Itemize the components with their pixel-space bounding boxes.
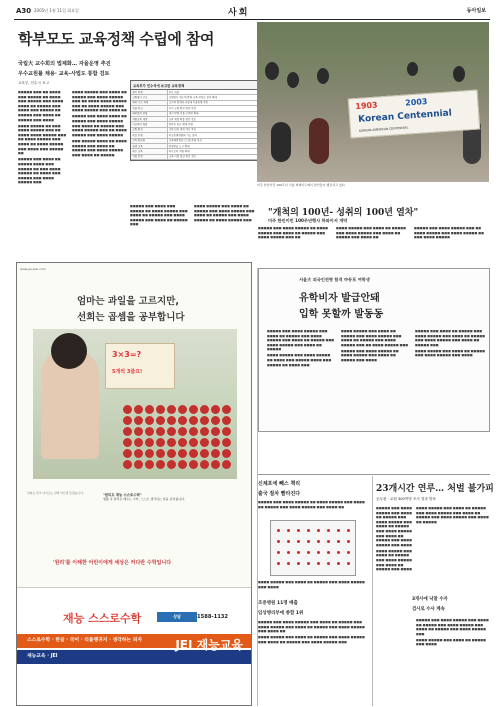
bottom-headline-d1: 3개사에 낙찰 수자 bbox=[412, 597, 448, 602]
column-divider-2 bbox=[372, 476, 373, 706]
ad-photo bbox=[33, 329, 237, 479]
table-cell-value: 교원 임용 체제 개선 추진 bbox=[167, 127, 257, 132]
bottom-headline-c1: 조중병원 11명 배출 bbox=[258, 601, 298, 606]
apple-icon bbox=[222, 427, 231, 436]
banner-title: Korean Centennial bbox=[357, 108, 453, 125]
banner-subtitle: KOREAN-AMERICAN CENTENNIAL bbox=[358, 125, 409, 133]
table-cell-value: 교육 재정 확충 방안 검토 bbox=[167, 116, 257, 121]
apple-icon bbox=[189, 405, 198, 414]
bottom-subheadline-b: 공무원 · 교원 300여명 조사 결과 발표 bbox=[376, 497, 436, 501]
feature-body-col-3: ■■■■■ ■■■ ■■■■ ■■■■■ ■■■ ■■ ■■■■ ■■■■■ ■■■ ■■■■ ■■■■■ ■■ ■■■ ■■■■ ■■■■■ bbox=[414, 226, 484, 240]
graphic-dot bbox=[327, 551, 330, 554]
graphic-dot bbox=[327, 562, 330, 565]
apple-icon bbox=[134, 438, 143, 447]
apple-icon bbox=[123, 460, 132, 469]
lead-body-col-4: ■■■■ ■■■■■ ■■■ ■■■■ ■■ ■■■■■ ■■■ ■■■■ ■■■■■ ■■■ ■■■■ ■■ ■■■■■ ■■■ ■■■■ ■■■■■ ■■ ■■■■ ■■■■■ ■■■ bbox=[194, 204, 255, 222]
table-cell-value: 학교운영위원회 기능 강화 bbox=[167, 133, 257, 138]
table-cell-value: 방과후 학교 확대 운영 bbox=[167, 122, 257, 127]
apple-icon bbox=[211, 416, 220, 425]
apple-icon bbox=[156, 405, 165, 414]
bottom-headline-c2: 임상병리부에 종합 1위 bbox=[258, 611, 304, 616]
apple-icon bbox=[189, 438, 198, 447]
apple-icon bbox=[178, 416, 187, 425]
apple-icon bbox=[222, 449, 231, 458]
graphic-dot bbox=[327, 529, 330, 532]
table-cell-key: 교원평가 구조 bbox=[131, 95, 167, 100]
apple-icon bbox=[222, 405, 231, 414]
lead-byline: 교육부, 단수국 보고 bbox=[18, 81, 50, 85]
jei-advertisement[interactable] bbox=[16, 262, 252, 706]
graphic-dot bbox=[307, 562, 310, 565]
table-cell-value: 특수교육 지원 확대 bbox=[167, 149, 257, 154]
apple-icon bbox=[167, 460, 176, 469]
graphic-dot bbox=[307, 529, 310, 532]
table-title: 교육부가 민수석에 보고한 교육정책 bbox=[131, 81, 257, 90]
apple-icon bbox=[134, 416, 143, 425]
math-note: 5개씩 3줄요! bbox=[112, 369, 143, 375]
parade-photo bbox=[257, 22, 489, 182]
graphic-dot bbox=[277, 551, 280, 554]
graphic-dot bbox=[347, 562, 350, 565]
table-cell-key: 평생 교육 bbox=[131, 143, 167, 148]
apple-icon bbox=[200, 438, 209, 447]
graphic-dot bbox=[277, 529, 280, 532]
apple-icon bbox=[134, 449, 143, 458]
table-body bbox=[131, 90, 257, 160]
apple-icon bbox=[189, 427, 198, 436]
section-title: 사회 bbox=[228, 8, 250, 18]
box-body-col-3: ■■■■■ ■■■ ■■■■ ■■ ■■■■■ ■■■ ■■■■ ■■■■■ ■■■ ■■■■ ■■ ■■■■■ ■■■ ■■■■ ■■■■■ ■■■ ■■■■ ■■ ■■■■■ ■■■ ■■■■ ■■■■■ ■■■ ■■■■ ■■ ■■■■■ ■■■ ■■■■ ■■■■■ ■■■ ■■■■ bbox=[415, 329, 485, 358]
box-body-col-1: ■■■■■ ■■■ ■■■■ ■■■■■ ■■■ ■■■■ ■■ ■■■■■ ■■■ ■■■■ ■■■■■ ■■■ ■■■■ ■■ ■■■■■ ■■■ ■■■■ ■■■■■ ■■■ ■■■■ ■■ ■■■■■ ■■■■ ■■■■■ ■■■ ■■■■ ■■■■■ ■■ ■■■■ ■■■ ■■■■■ ■■■■ ■■■ ■■■■■ ■■ ■■■■ ■■■ bbox=[267, 329, 335, 367]
ad-headline-2: 선희는 곱셈을 공부합니다 bbox=[77, 312, 185, 323]
apple-icon bbox=[178, 427, 187, 436]
lead-headline: 학부모도 교육정책 수립에 참여 bbox=[18, 30, 215, 48]
apple-icon bbox=[222, 438, 231, 447]
apple-icon bbox=[178, 449, 187, 458]
feature-subheadline: 미주 한인이민 100주년행사 하와이서 개막 bbox=[268, 218, 348, 223]
apple-icon bbox=[123, 449, 132, 458]
apple-icon bbox=[222, 460, 231, 469]
apple-icon bbox=[211, 427, 220, 436]
table-cell-value: 주요 내용 bbox=[167, 90, 257, 95]
bottom-headline-d2: 검사로 수사 계속 bbox=[412, 607, 445, 612]
graphic-dot bbox=[287, 562, 290, 565]
apple-icon bbox=[211, 449, 220, 458]
ad-bubble-text: 생활 속 원리로 배우는 수학, 스스로 생각하는 힘을 길러줍니다. bbox=[103, 497, 185, 502]
lead-body-col-2: ■■■■ ■■■■■ ■■■ ■■■■ ■■ ■■■■■ ■■■ ■■■■ ■■■■■ ■■■ ■■ ■■■■ ■■■■ ■■■■■ ■■■ ■■ ■■■■ ■■■■■ ■■■ ■■■■ ■■■■■ ■■■ ■■■■ ■■ ■■■■■ ■■■ ■■■■ ■■■■ ■■ ■■■■■ ■■■ ■■■■ ■■■■■ ■■■ ■■■■ ■■ ■■■■■ ■■■ ■■■■ ■■■■■ ■■■ ■■ ■■■■ ■■■■■ ■■■ ■■■■ ■■■■■ ■■■ ■■■■■ ■■■■ ■■ ■■■■ ■■■■■ ■■■ ■■■■ ■■ ■■■■■ ■■■ ■■■■ ■■■■■ ■■■ ■■■■ ■■ ■■■■■ bbox=[72, 90, 127, 157]
apple-icon bbox=[167, 405, 176, 414]
bottom-body-b1: ■■■■■ ■■■ ■■■■ ■■■■■ ■■■ ■■■■ ■■ ■■■■■ ■■■ ■■■■ ■■■■■ ■■■ ■■■■ ■■ ■■■■■ ■■■ ■■■■ ■■■■■ ■■■ ■■■■ ■■ ■■■■■ ■■■ ■■■■ ■■■■■ ■■■ ■■■■ ■■■■ ■■■■■ ■■■ ■■■■ ■■ ■■■■■ ■■■ ■■■■ ■■■■■ ■■■ ■■■■ ■■ ■■■■■ ■■■ ■■■■ bbox=[376, 506, 412, 572]
table-cell-key: 대학 구조 개혁 bbox=[131, 100, 167, 105]
centennial-banner bbox=[348, 90, 480, 139]
apple-icon bbox=[167, 416, 176, 425]
box-body-col-2: ■■■■ ■■■■■ ■■■ ■■■■ ■■ ■■■■■ ■■■ ■■■■ ■■■■■ ■■■ ■■■■ ■■ ■■■■■ ■■■ ■■■■ ■■■■■ ■■■ ■■ ■■■■ ■■■■■ ■■■ ■■■■■ ■■■ ■■■■ ■■■■■ ■■ ■■■■ ■■■■■ ■■■ ■■■■ ■■ ■■■■■ ■■■ ■■■■ bbox=[341, 329, 409, 363]
apple-icon bbox=[145, 449, 154, 458]
table-cell-value: 평생학습 도시 확대 bbox=[167, 143, 257, 148]
box-kicker: 서울大 외국인전형 합격 中동포 여학생 bbox=[299, 277, 370, 282]
apple-icon bbox=[189, 416, 198, 425]
graphic-dot bbox=[317, 551, 320, 554]
apple-icon bbox=[156, 416, 165, 425]
box-headline-2: 입학 못할까 발동동 bbox=[299, 309, 384, 320]
bottom-headline-a1: 신체포에 빼스 책리 bbox=[258, 481, 301, 487]
graphic-dot bbox=[277, 562, 280, 565]
apple-icon bbox=[167, 427, 176, 436]
graphic-dot bbox=[337, 540, 340, 543]
apple-icon bbox=[134, 460, 143, 469]
graphic-dot bbox=[317, 540, 320, 543]
bottom-body-c: ■■■■■ ■■■ ■■■■ ■■■■■ ■■■ ■■■■ ■■ ■■■■■ ■■■ ■■■■ ■■■■■ ■■■ ■■■■ ■■ ■■■■■ ■■■ ■■■■ ■■■■■ ■■■ ■■■■ ■■ ■■■■ ■■■■■ ■■■ ■■■■ ■■ ■■■■■ ■■■ ■■■■ ■■■■■ ■■■ ■■■■ ■■ ■■■■■ ■■■ ■■■■ ■■■■■ ■■■ bbox=[258, 620, 365, 644]
table-row bbox=[131, 154, 257, 159]
feature-body-col-1: ■■■■■ ■■■ ■■■■ ■■■■■ ■■ ■■■■ ■■■■■ ■■■ ■■■■ ■■ ■■■■■ ■■■ ■■■■ ■■■■■ ■■■ ■■ bbox=[258, 226, 328, 240]
consult-phone[interactable]: 1588-1132 bbox=[197, 614, 229, 620]
table-cell-value: 교수회 법제화 국립대 자율운영 추진 bbox=[167, 100, 257, 105]
banner-year-start: 1903 bbox=[355, 100, 378, 112]
apple-icon bbox=[200, 427, 209, 436]
process-graphic bbox=[270, 520, 356, 576]
table-cell-key: 자율 학교 bbox=[131, 106, 167, 111]
apple-icon bbox=[211, 438, 220, 447]
graphic-dot bbox=[297, 529, 300, 532]
graphic-dot bbox=[347, 529, 350, 532]
lead-subheadline-1: 국립大 교수회의 법제화… 자율운영 추진 bbox=[18, 61, 111, 67]
table-cell-key: 교육 정보화 bbox=[131, 138, 167, 143]
table-cell-key: 지방교육 재정 bbox=[131, 116, 167, 121]
apple-icon bbox=[167, 449, 176, 458]
policy-table bbox=[130, 80, 258, 161]
apple-icon bbox=[200, 416, 209, 425]
graphic-dot bbox=[307, 551, 310, 554]
graphic-dot bbox=[347, 540, 350, 543]
apple-icon bbox=[167, 438, 176, 447]
table-cell-key: 창의 정책 bbox=[131, 90, 167, 95]
bottom-headline-b: 23개시간 연루… 처벌 불가피 bbox=[376, 484, 494, 494]
graphic-dot bbox=[287, 540, 290, 543]
graphic-dot bbox=[307, 540, 310, 543]
consult-badge: 상담 bbox=[157, 612, 197, 622]
table-cell-key: 사교육비 경감 bbox=[131, 122, 167, 127]
apple-icon bbox=[123, 405, 132, 414]
ad-story-text: 선희는 학교 다녀오는 길에 마트에 들렀습니다. bbox=[27, 491, 84, 495]
apple-icon bbox=[200, 449, 209, 458]
graphic-dot bbox=[317, 529, 320, 532]
bottom-headline-a2: 출국 절차 빨라진다 bbox=[258, 491, 301, 497]
ad-tagline: '원리'를 이해한 어린이에게 세상은 커다란 수학입니다 bbox=[53, 560, 172, 566]
brand-band: 재능교육 · JEI bbox=[17, 650, 251, 664]
lead-subheadline-2: 우수교원률 채용· 교육-사법도 통합 검토 bbox=[18, 71, 110, 77]
student-visa-article bbox=[258, 268, 490, 432]
apple-icon bbox=[211, 460, 220, 469]
apple-icon bbox=[156, 438, 165, 447]
apple-icon bbox=[178, 405, 187, 414]
issue-date: 2005년 1월 11일 화요일 bbox=[34, 8, 79, 13]
feature-body-col-2: ■■■■ ■■■■■ ■■■ ■■■■ ■■ ■■■■■ ■■■ ■■■■ ■■■■■ ■■■ ■■■■ ■■ ■■■■■ ■■■ ■■■■ ■■ bbox=[336, 226, 406, 240]
apple-icon bbox=[178, 438, 187, 447]
apple-grid bbox=[123, 405, 233, 475]
table-cell-key: 학교 운영 bbox=[131, 133, 167, 138]
apple-icon bbox=[134, 427, 143, 436]
apple-icon bbox=[145, 416, 154, 425]
graphic-dot bbox=[277, 540, 280, 543]
apple-icon bbox=[123, 438, 132, 447]
ad-url[interactable]: www.jei-edu.com bbox=[20, 267, 46, 271]
table-cell-key: 특수 교육 bbox=[131, 149, 167, 154]
graphic-dot bbox=[337, 562, 340, 565]
page-number: A30 bbox=[16, 7, 32, 15]
brand-logo: 재능 스스로수학 bbox=[63, 612, 142, 625]
apple-icon bbox=[189, 449, 198, 458]
header-rule bbox=[14, 19, 490, 20]
box-headline-1: 유학비자 발급안돼 bbox=[299, 293, 380, 304]
graphic-dot bbox=[297, 562, 300, 565]
apple-icon bbox=[123, 427, 132, 436]
math-equation: 3×3=? bbox=[112, 350, 142, 359]
math-board bbox=[105, 343, 175, 389]
table-cell-value: 교육행정정보시스템 운영 개선 bbox=[167, 138, 257, 143]
table-cell-key: 교원 양성 bbox=[131, 127, 167, 132]
table-cell-value: 우수 교원 확보 방안 마련 bbox=[167, 106, 257, 111]
feature-headline: "개척의 100년- 성취의 100년 열차" bbox=[268, 208, 419, 218]
graphic-dot bbox=[327, 540, 330, 543]
bottom-body-b2: ■■■■ ■■■■■ ■■■ ■■■■ ■■ ■■■■■ ■■■ ■■■■ ■■■■■ ■■■ ■■■■ ■■ ■■■■■ ■■■ ■■■■ ■■■■■ ■■■ ■■■■ ■■ ■■■■■ bbox=[416, 506, 489, 524]
jei-logo: JEI 재능교육 bbox=[175, 638, 243, 652]
apple-icon bbox=[222, 416, 231, 425]
ad-footer bbox=[17, 587, 251, 705]
graphic-dot bbox=[337, 551, 340, 554]
graphic-dot bbox=[287, 529, 290, 532]
banner-year-end: 2003 bbox=[404, 97, 428, 108]
apple-icon bbox=[156, 449, 165, 458]
apple-icon bbox=[145, 405, 154, 414]
child-head bbox=[51, 333, 87, 369]
ad-bubble-title: "원리도 재능 스스로수학" bbox=[103, 493, 142, 497]
graphic-dot bbox=[297, 551, 300, 554]
apple-icon bbox=[134, 405, 143, 414]
graphic-dot bbox=[337, 529, 340, 532]
bottom-body-a: ■■■■■ ■■■ ■■■■ ■■■■■ ■■ ■■■■ ■■■■■ ■■■ ■■■■ ■■ ■■■■■ ■■■ ■■■■ ■■■■■ ■■■ ■■■■ ■■ bbox=[258, 500, 365, 509]
apple-icon bbox=[156, 460, 165, 469]
ad-speech-bubble bbox=[103, 493, 243, 501]
apple-icon bbox=[211, 405, 220, 414]
apple-icon bbox=[200, 460, 209, 469]
graphic-dot bbox=[287, 551, 290, 554]
bottom-body-a2: ■■■■ ■■■■■ ■■■ ■■■■ ■■ ■■■■■ ■■■ ■■■■ ■■■■■ ■■■ ■■■■ bbox=[258, 580, 365, 589]
apple-icon bbox=[156, 427, 165, 436]
section-rule bbox=[258, 474, 490, 475]
graphic-dot bbox=[317, 562, 320, 565]
table-cell-key: 사법 연계 bbox=[131, 154, 167, 159]
photo-caption: 미주 한인이민 100주년 기념 퍼레이드에서 한인들이 행진하고 있다. bbox=[257, 183, 346, 187]
graphic-dot bbox=[347, 551, 350, 554]
apple-icon bbox=[145, 438, 154, 447]
table-cell-value: 교육-사법 통합 방안 검토 bbox=[167, 154, 257, 159]
ad-headline-1: 엄마는 과일을 고르지만, bbox=[77, 296, 179, 307]
table-cell-key: 대학입학 전형 bbox=[131, 111, 167, 116]
apple-icon bbox=[145, 427, 154, 436]
apple-icon bbox=[123, 416, 132, 425]
graphic-dot bbox=[297, 540, 300, 543]
lead-body-col-1: ■■■■■ ■■■ ■■ ■■■■ ■■■ ■■■■■ ■■ ■■■■ ■■■ ■■■■■ ■■■ ■■■■ ■■■■ ■■ ■■■■■ ■■■ ■■■■ ■■■ ■■■■■ ■■ ■■■■■ ■■■ ■■■■ ■■ ■■■■■ ■■■ ■■■■ ■■■■ ■■■■■ ■■ ■■■ ■■■■ ■■■■■ ■■■ ■■ ■■■■ ■■■■ ■■■■■ ■■■ ■■ ■■■■ ■■■■■ ■■■ ■■■■ ■■ ■■■■ ■■■■■ ■■■ ■■■■ ■■■ ■■■■■ ■■ ■■■■■ ■■■ ■■■■ ■■ ■■■■■ ■■■■ ■■■ ■■■■■ ■■ ■■■ ■■■■ ■■■■■ ■■ ■■■■ ■■■ ■■■■■ ■■■ ■■■■ ■■■■■ ■■■ bbox=[18, 90, 67, 185]
product-band: 스스로수학 · 한글 · 국어 · 리틀랭귀지 · 생각하는 피자 bbox=[17, 634, 251, 648]
table-cell-value: 내신 반영 비율 단계적 확대 bbox=[167, 111, 257, 116]
apple-icon bbox=[200, 405, 209, 414]
lead-body-col-3: ■■■■■ ■■■ ■■■■ ■■■ ■■■■■ ■■ ■■■■ ■■■■■ ■■■ ■■■■ ■■ ■■■■■ ■■■ ■■■■ ■■■■■ ■■■ ■■■■ ■■ ■■■■■ ■■■ bbox=[130, 204, 188, 227]
bottom-body-d: ■■■■■ ■■■ ■■■■ ■■■■■ ■■■ ■■■■ ■■ ■■■■■ ■■■ ■■■■ ■■■■■ ■■■ ■■■■ ■■ ■■■■■ ■■■ ■■■■ ■■■■■ ■■■ ■■■■ ■■■■■ ■■■ ■■■■ ■■ ■■■■■ ■■■ ■■■■ bbox=[416, 618, 489, 647]
apple-icon bbox=[189, 460, 198, 469]
table-cell-value: 교원평가 제도에 반영 교육 학부모 참여 확대 bbox=[167, 95, 257, 100]
newspaper-name: 동아일보 bbox=[466, 8, 486, 14]
apple-icon bbox=[145, 460, 154, 469]
apple-icon bbox=[178, 460, 187, 469]
